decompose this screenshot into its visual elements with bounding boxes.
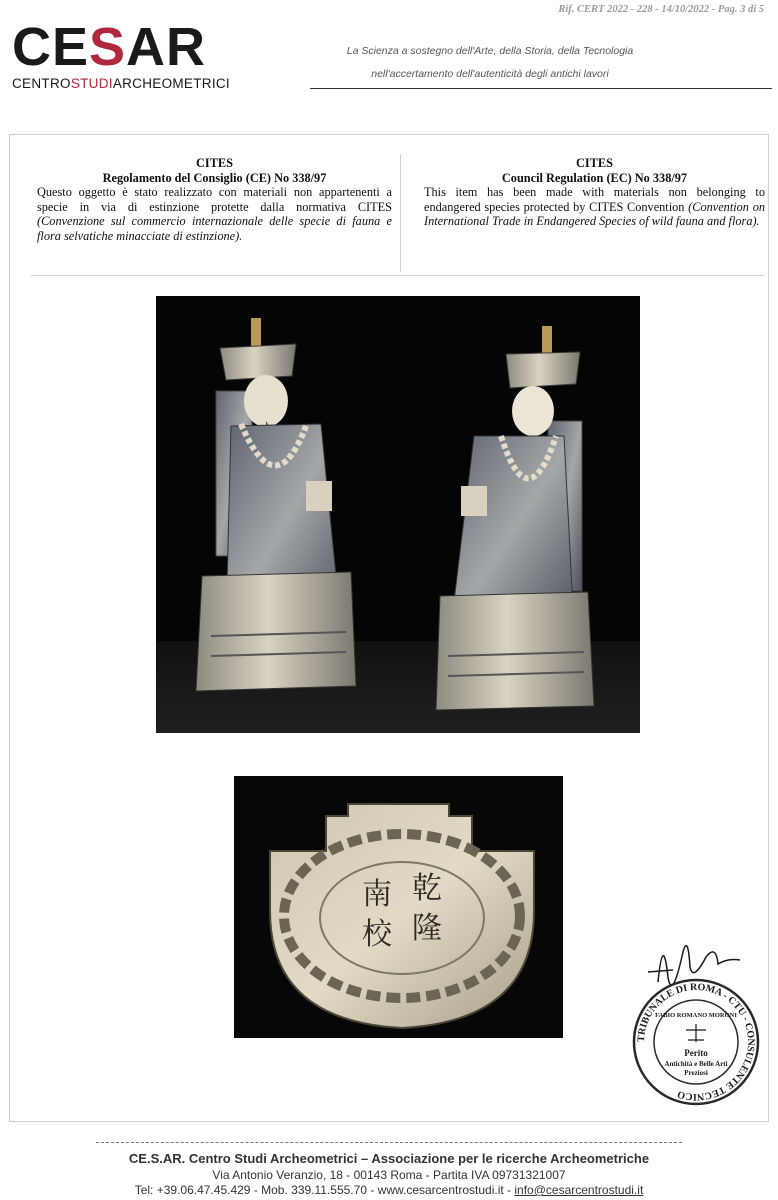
footer-address: Via Antonio Veranzio, 18 - 00143 Roma - Partita IVA 09731321007	[212, 1168, 566, 1182]
empress-figure	[436, 326, 594, 710]
cites-en-title: CITES	[576, 156, 613, 170]
cites-english	[424, 156, 765, 229]
emperor-figure	[196, 318, 356, 691]
header-divider	[310, 88, 772, 89]
footer-contacts: Tel: +39.06.47.45.429 - Mob. 339.11.555.70 - www.cesarcentrostudi.it - info@cesarcentrostudi.it	[134, 1183, 644, 1197]
figures-photo	[156, 296, 640, 733]
tagline-line-2: nell'accertamento dell'autenticità degli antichi lavori	[371, 68, 609, 80]
cites-it-title: CITES	[196, 156, 233, 170]
stamp-field-2: Preziosi	[684, 1069, 708, 1077]
inscription-char-2: 隆	[412, 911, 442, 946]
perito-stamp	[628, 922, 768, 1107]
scales-icon	[686, 1024, 706, 1042]
logo-wordmark: CESAR	[12, 17, 207, 77]
footer-email-link[interactable]: info@cesarcentrostudi.it	[514, 1183, 644, 1197]
cites-divider	[30, 275, 764, 276]
base-inscription-photo	[234, 776, 563, 1038]
logo-subtitle: CENTROSTUDIARCHEOMETRICI	[12, 76, 230, 91]
inscription-char-3: 南	[362, 877, 392, 912]
cites-it-subtitle: Regolamento del Consiglio (CE) No 338/97	[102, 170, 327, 185]
cites-en-body: This item has been made with materials non belonging to endangered species protected by CITES Convention (Convention on International Trade in Endangered Species of wild fauna and flora).	[424, 185, 765, 228]
cites-en-subtitle: Council Regulation (EC) No 338/97	[501, 170, 688, 185]
cesar-logo	[12, 17, 230, 91]
reference-number: Rif. CERT 2022 - 228 - 14/10/2022 - Pag. 3 di 5	[558, 4, 764, 15]
stamp-field-1: Antichità e Belle Arti	[664, 1060, 728, 1068]
stamp-ring-text: TRIBUNALE DI ROMA - CTU - CONSULENTE TECNICO	[635, 981, 757, 1103]
cites-italian	[37, 156, 392, 243]
column-divider	[400, 154, 401, 272]
footer-divider	[96, 1142, 682, 1143]
inscription-char-1: 乾	[412, 871, 442, 906]
inscription-char-4: 校	[362, 917, 392, 952]
stamp-name: FABIO ROMANO MORONI	[655, 1012, 737, 1019]
tagline-line-1: La Scienza a sostegno dell'Arte, della Storia, della Tecnologia	[346, 45, 634, 57]
cites-it-body: Questo oggetto è stato realizzato con materiali non appartenenti a specie in via di estinzione protette dalla normativa CITES (Convenzione sul commercio internazionale delle specie di fauna e flora selvatiche minacciate di estinzione).	[37, 185, 392, 243]
stamp-role: Perito	[684, 1048, 708, 1058]
footer-org: CE.S.AR. Centro Studi Archeometrici – Associazione per le ricerche Archeometriche	[128, 1151, 650, 1166]
